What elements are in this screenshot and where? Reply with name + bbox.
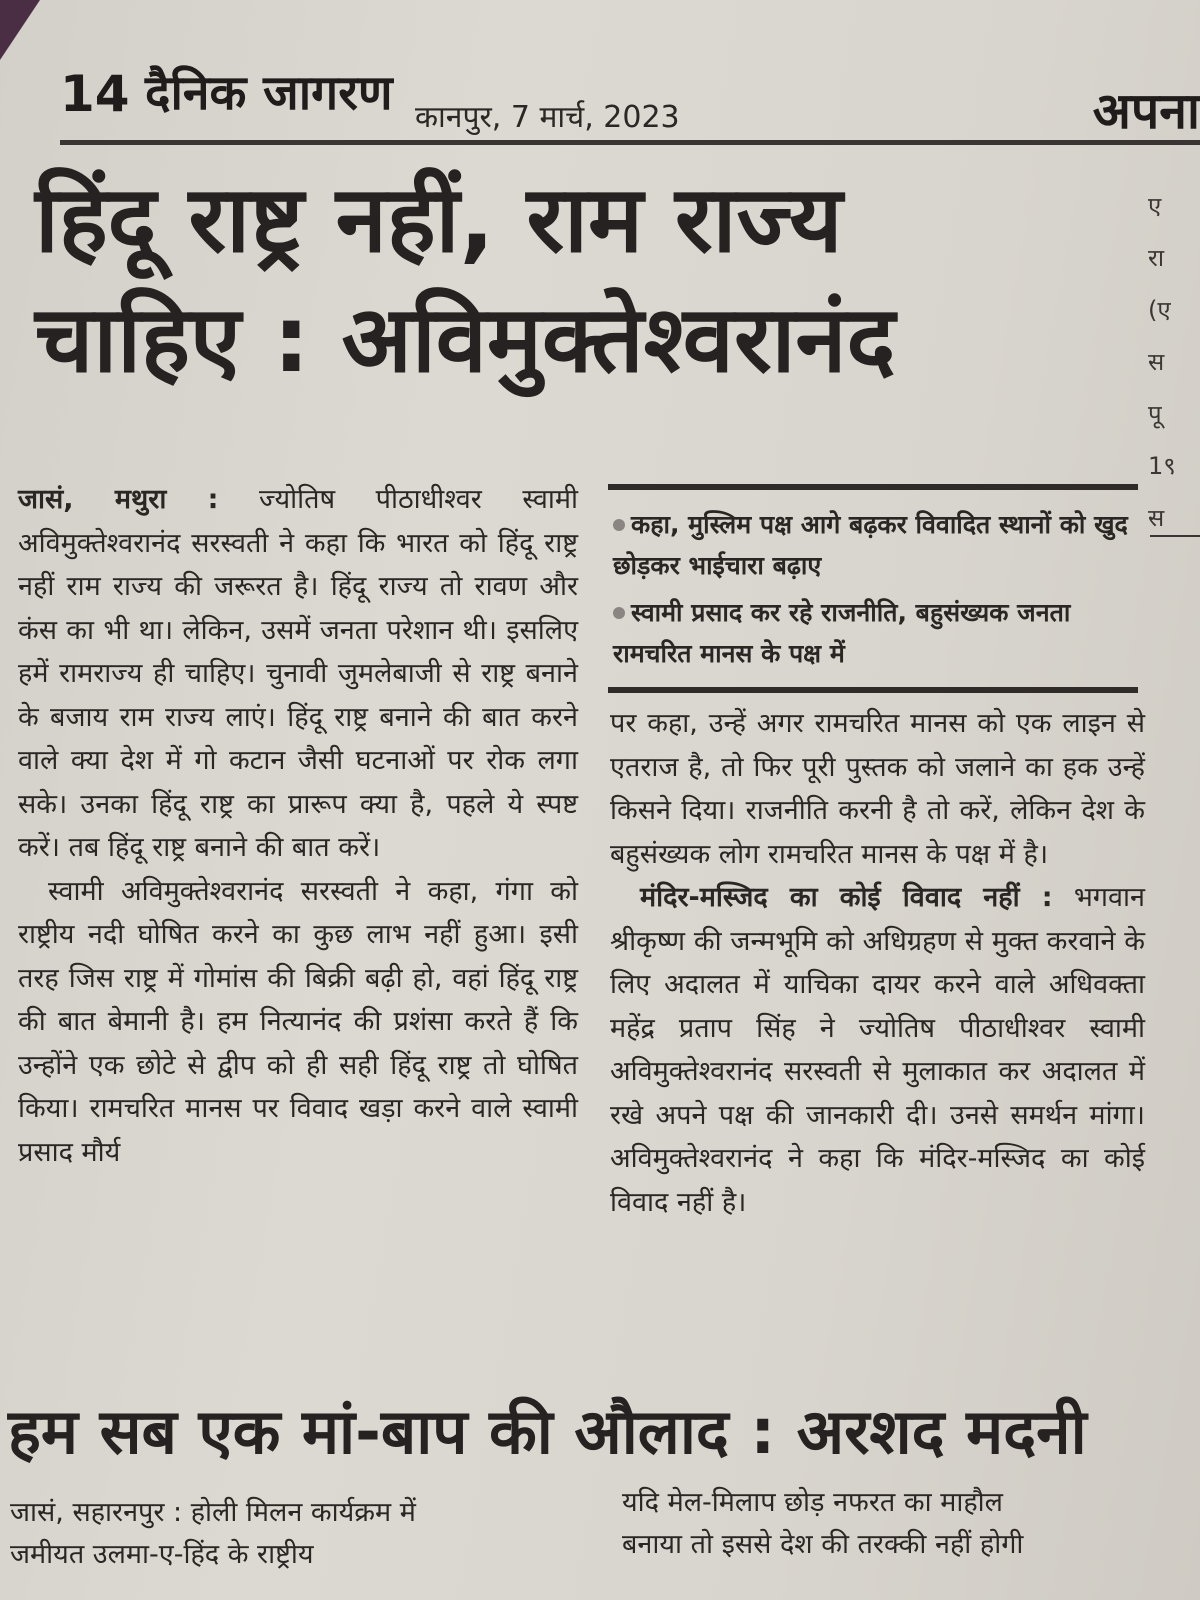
text-line: जासं, सहारनपुर : होली मिलन कार्यक्रम में bbox=[10, 1497, 416, 1528]
second-article-column-right bbox=[622, 1482, 1200, 1566]
article-subhead: मंदिर-मस्जिद का कोई विवाद नहीं : bbox=[640, 882, 1053, 913]
second-article-column-left bbox=[10, 1492, 585, 1576]
highlights-rule-top bbox=[608, 484, 1138, 490]
masthead bbox=[60, 55, 1200, 145]
paragraph-1 bbox=[18, 478, 578, 870]
edition-dateline: कानपुर, 7 मार्च, 2023 bbox=[415, 100, 680, 135]
text-line: यदि मेल-मिलाप छोड़ नफरत का माहौल bbox=[622, 1487, 1003, 1518]
fragment-line: (ए bbox=[1148, 296, 1171, 324]
article-column-right bbox=[610, 702, 1145, 1224]
newspaper-name: दैनिक जागरण bbox=[145, 65, 393, 121]
fragment-line: स bbox=[1148, 504, 1165, 532]
highlight-item bbox=[613, 592, 1133, 674]
fragment-line: स bbox=[1148, 348, 1165, 376]
second-article-headline: हम सब एक मां-बाप की औलाद : अरशद मदनी bbox=[8, 1395, 1087, 1468]
text-line: बनाया तो इससे देश की तरक्की नहीं होगी bbox=[622, 1529, 1024, 1560]
article-dateline: जासं, मथुरा : bbox=[18, 484, 219, 515]
highlight-text: कहा, मुस्लिम पक्ष आगे बढ़कर विवादित स्थानों को खुद छोड़कर भाईचारा बढ़ाए bbox=[613, 510, 1128, 580]
article-column-left bbox=[18, 478, 578, 1174]
paragraph-4 bbox=[610, 876, 1145, 1224]
fragment-line: रा bbox=[1148, 244, 1165, 272]
paragraph-4-text: भगवान श्रीकृष्ण की जन्मभूमि को अधिग्रहण से मुक्त करवाने के लिए अदालत में याचिका दायर करने वाले अधिवक्ता महेंद्र प्रताप सिंह ने ज्योतिष पीठाधीश्वर स्वामी अविमुक्तेश्वरानंद सरस्वती से मुलाकात कर अदालत में रखे अपने पक्ष की जानकारी दी। उनसे समर्थन मांगा। अविमुक्तेश्वरानंद ने कहा कि मंदिर-मस्जिद का कोई विवाद नहीं है। bbox=[610, 882, 1145, 1218]
highlights-rule-bottom bbox=[608, 687, 1138, 693]
fragment-line: 1९ bbox=[1148, 452, 1176, 480]
paragraph-1-text: ज्योतिष पीठाधीश्वर स्वामी अविमुक्तेश्वरानंद सरस्वती ने कहा कि भारत को हिंदू राष्ट्र नहीं राम राज्य की जरूरत है। हिंदू राज्य तो रावण और कंस का भी था। लेकिन, उसमें जनता परेशान थी। इसलिए हमें रामराज्य ही चाहिए। चुनावी जुमलेबाजी से राष्ट्र बनाने के बजाय राम राज्य लाएं। हिंदू राष्ट्र बनाने की बात करने वाले क्या देश में गो कटान जैसी घटनाओं पर रोक लगा सके। उनका हिंदू राष्ट्र का प्रारूप क्या है, पहले ये स्पष्ट करें। तब हिंदू राष्ट्र बनाने की बात करें। bbox=[18, 484, 578, 863]
bullet-icon bbox=[613, 607, 625, 619]
adjacent-column-fragment bbox=[1148, 180, 1200, 544]
masthead-rule bbox=[60, 140, 1200, 145]
highlights-box bbox=[608, 484, 1138, 696]
fragment-line: पू bbox=[1148, 400, 1162, 428]
article-headline bbox=[35, 160, 1125, 400]
paragraph-3: पर कहा, उन्हें अगर रामचरित मानस को एक लाइन से एतराज है, तो फिर पूरी पुस्तक को जलाने का हक उन्हें किसने दिया। राजनीति करनी है तो करें, लेकिन देश के बहुसंख्यक लोग रामचरित मानस के पक्ष में है। bbox=[610, 708, 1145, 870]
highlight-item bbox=[613, 504, 1133, 586]
paragraph-2: स्वामी अविमुक्तेश्वरानंद सरस्वती ने कहा, गंगा को राष्ट्रीय नदी घोषित करने का कुछ लाभ नहीं हुआ। इसी तरह जिस राष्ट्र में गोमांस की बिक्री बढ़ी हो, वहां हिंदू राष्ट्र की बात बेमानी है। हम नित्यानंद की प्रशंसा करते हैं कि उन्होंने एक छोटे से द्वीप को ही सही हिंदू राष्ट्र तो घोषित किया। रामचरित मानस पर विवाद खड़ा करने वाले स्वामी प्रसाद मौर्य bbox=[18, 875, 578, 1168]
highlight-text: स्वामी प्रसाद कर रहे राजनीति, बहुसंख्यक जनता रामचरित मानस के पक्ष में bbox=[613, 598, 1071, 668]
background-corner bbox=[0, 0, 40, 60]
fragment-line: ए bbox=[1148, 192, 1162, 220]
section-title: अपना bbox=[1092, 82, 1200, 140]
headline-line-1: हिंदू राष्ट्र नहीं, राम राज्य bbox=[35, 166, 843, 273]
adjacent-column-rule bbox=[1150, 535, 1200, 537]
bullet-icon bbox=[613, 519, 625, 531]
text-line: जमीयत उलमा-ए-हिंद के राष्ट्रीय bbox=[10, 1539, 314, 1570]
page-number: 14 bbox=[60, 65, 130, 123]
headline-line-2: चाहिए : अविमुक्तेश्वरानंद bbox=[35, 286, 896, 393]
